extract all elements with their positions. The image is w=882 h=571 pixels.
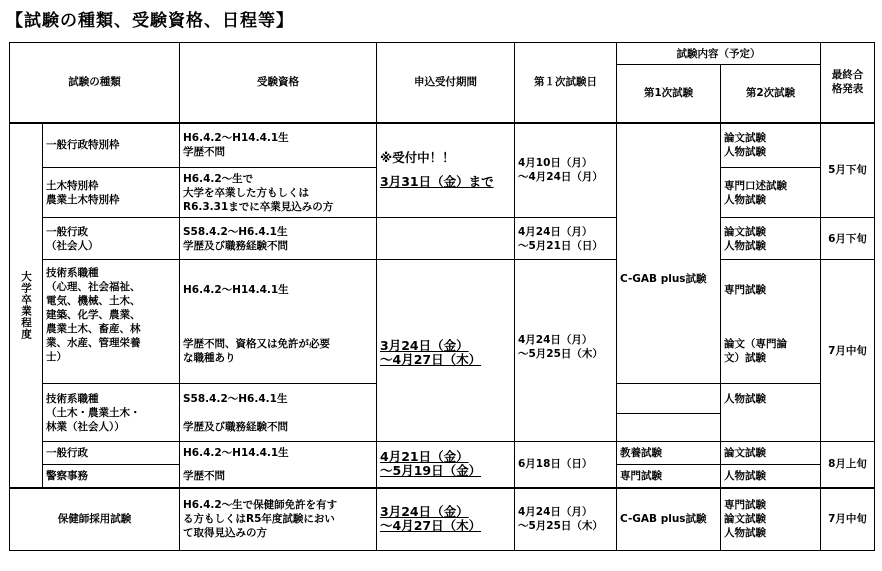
first-exam-cgab-text: C-GAB plus試験: [620, 272, 707, 285]
exam-type-gijutsu-shakai: 技術系職種 （土木・農業土木・ 林業（社会人））: [43, 384, 180, 442]
exam-type-gyosei-tokubetsu: 一般行政特別枠: [43, 123, 180, 168]
header-second-exam: 第2次試験: [721, 65, 821, 123]
final-announcement-gijutsu: 7月中旬: [821, 260, 875, 442]
header-first-exam-date: 第１次試験日: [515, 43, 617, 123]
first-exam-specialty: 専門試験: [617, 465, 721, 488]
first-exam-date-special: 4月10日（月） ～4月24日（月）: [515, 123, 617, 218]
first-exam-hokenshi: C-GAB plus試験: [617, 488, 721, 551]
first-exam-liberal-arts: 教養試験: [617, 442, 721, 465]
exam-type-gijutsu: 技術系職種 （心理、社会福祉、 電気、機械、土木、 建築、化学、農業、 農業土木、畜産、林 業、水産、管理栄養 士）: [43, 260, 180, 384]
accepting-now-text: ※受付中！！: [380, 150, 455, 166]
university-level-text: 大学卒業程度: [20, 270, 32, 340]
first-exam-date-gijutsu: 4月24日（月） ～5月25日（木）: [515, 260, 617, 442]
qualification-gijutsu-license: 学歴不問、資格又は免許が必要 な職種あり: [180, 320, 377, 384]
qualification-gyosei-tokubetsu: H6.4.2～H14.4.1生 学歴不問: [180, 123, 377, 168]
exam-type-gyosei-shakai: 一般行政 （社会人）: [43, 218, 180, 260]
qualification-gyosei-shakai: S58.4.2～H6.4.1生 学歴及び職務経験不問: [180, 218, 377, 260]
exam-type-hokenshi: 保健師採用試験: [10, 488, 180, 551]
qualification-gijutsu-birth: H6.4.2～H14.4.1生: [180, 260, 377, 320]
header-first-exam: 第1次試験: [617, 65, 721, 123]
qualification-hokenshi: H6.4.2～生で保健師免許を有す る方もしくはR5年度試験におい て取得見込みの方: [180, 488, 377, 551]
final-announcement-gyosei-shakai: 6月下旬: [821, 218, 875, 260]
final-announcement-special: 5月下旬: [821, 123, 875, 218]
application-period-gyosei-shakai-empty: [377, 218, 515, 260]
first-exam-date-gyosei-keisatsu: 6月18日（日）: [515, 442, 617, 488]
second-exam-gyosei-shakai: 論文試験 人物試験: [721, 218, 821, 260]
application-period-hokenshi: [377, 488, 515, 551]
application-period-special: [377, 123, 515, 218]
header-application-period: 申込受付期間: [377, 43, 515, 123]
exam-type-keisatsu: 警察事務: [43, 465, 180, 488]
page-title: 【試験の種類、受験資格、日程等】: [6, 11, 294, 31]
first-exam-cgab-cell: [617, 123, 721, 384]
qualification-gijutsu-shakai-history: 学歴及び職務経験不問: [180, 414, 377, 442]
second-exam-doboku-tokubetsu: 専門口述試験 人物試験: [721, 168, 821, 218]
qualification-doboku-tokubetsu: H6.4.2～生で 大学を卒業した方もしくは R6.3.31までに卒業見込みの方: [180, 168, 377, 218]
exam-type-gyosei: 一般行政: [43, 442, 180, 465]
exam-type-doboku-tokubetsu: 土木特別枠 農業土木特別枠: [43, 168, 180, 218]
application-end-hokenshi: ～4月27日（木）: [380, 518, 482, 534]
application-end-gyosei-keisatsu: ～5月19日（金）: [380, 463, 482, 479]
second-exam-hokenshi: 専門試験 論文試験 人物試験: [721, 488, 821, 551]
exam-schedule-table: [9, 42, 875, 551]
final-announcement-gyosei-keisatsu: 8月上旬: [821, 442, 875, 488]
qualification-gijutsu-shakai-birth: S58.4.2～H6.4.1生: [180, 384, 377, 414]
second-exam-interview: 人物試験: [721, 465, 821, 488]
second-exam-gyosei-tokubetsu: 論文試験 人物試験: [721, 123, 821, 168]
second-exam-gyosei-essay: 論文試験: [721, 442, 821, 465]
application-start-gyosei-keisatsu: 4月21日（金）: [380, 449, 469, 465]
header-exam-content: 試験内容（予定）: [617, 43, 821, 65]
header-final-announcement: 最終合 格発表: [821, 43, 875, 123]
university-level-label: [10, 123, 43, 488]
qualification-gyosei-keisatsu-education: 学歴不問: [180, 465, 377, 488]
application-start-hokenshi: 3月24日（金）: [380, 504, 469, 520]
second-exam-gijutsu-specialty: 専門試験: [721, 260, 821, 320]
first-exam-date-gyosei-shakai: 4月24日（月） ～5月21日（日）: [515, 218, 617, 260]
second-exam-gijutsu-essay: 論文（専門論 文）試験: [721, 320, 821, 384]
first-exam-date-hokenshi: 4月24日（月） ～5月25日（木）: [515, 488, 617, 551]
header-exam-type: 試験の種類: [10, 43, 180, 123]
application-start-gijutsu: 3月24日（金）: [380, 338, 469, 353]
first-exam-gijutsu-shakai-empty: [617, 384, 721, 414]
application-period-gyosei-keisatsu: [377, 442, 515, 488]
qualification-gyosei-keisatsu-birth: H6.4.2～H14.4.1生: [180, 442, 377, 465]
final-announcement-hokenshi: 7月中旬: [821, 488, 875, 551]
application-deadline-text: 3月31日（金）まで: [380, 174, 494, 190]
header-qualification: 受験資格: [180, 43, 377, 123]
second-exam-gijutsu-shakai: 人物試験: [721, 384, 821, 442]
application-end-gijutsu: ～4月27日（木）: [380, 352, 482, 367]
first-exam-gijutsu-shakai-empty-2: [617, 414, 721, 442]
application-period-gijutsu: [377, 260, 515, 442]
